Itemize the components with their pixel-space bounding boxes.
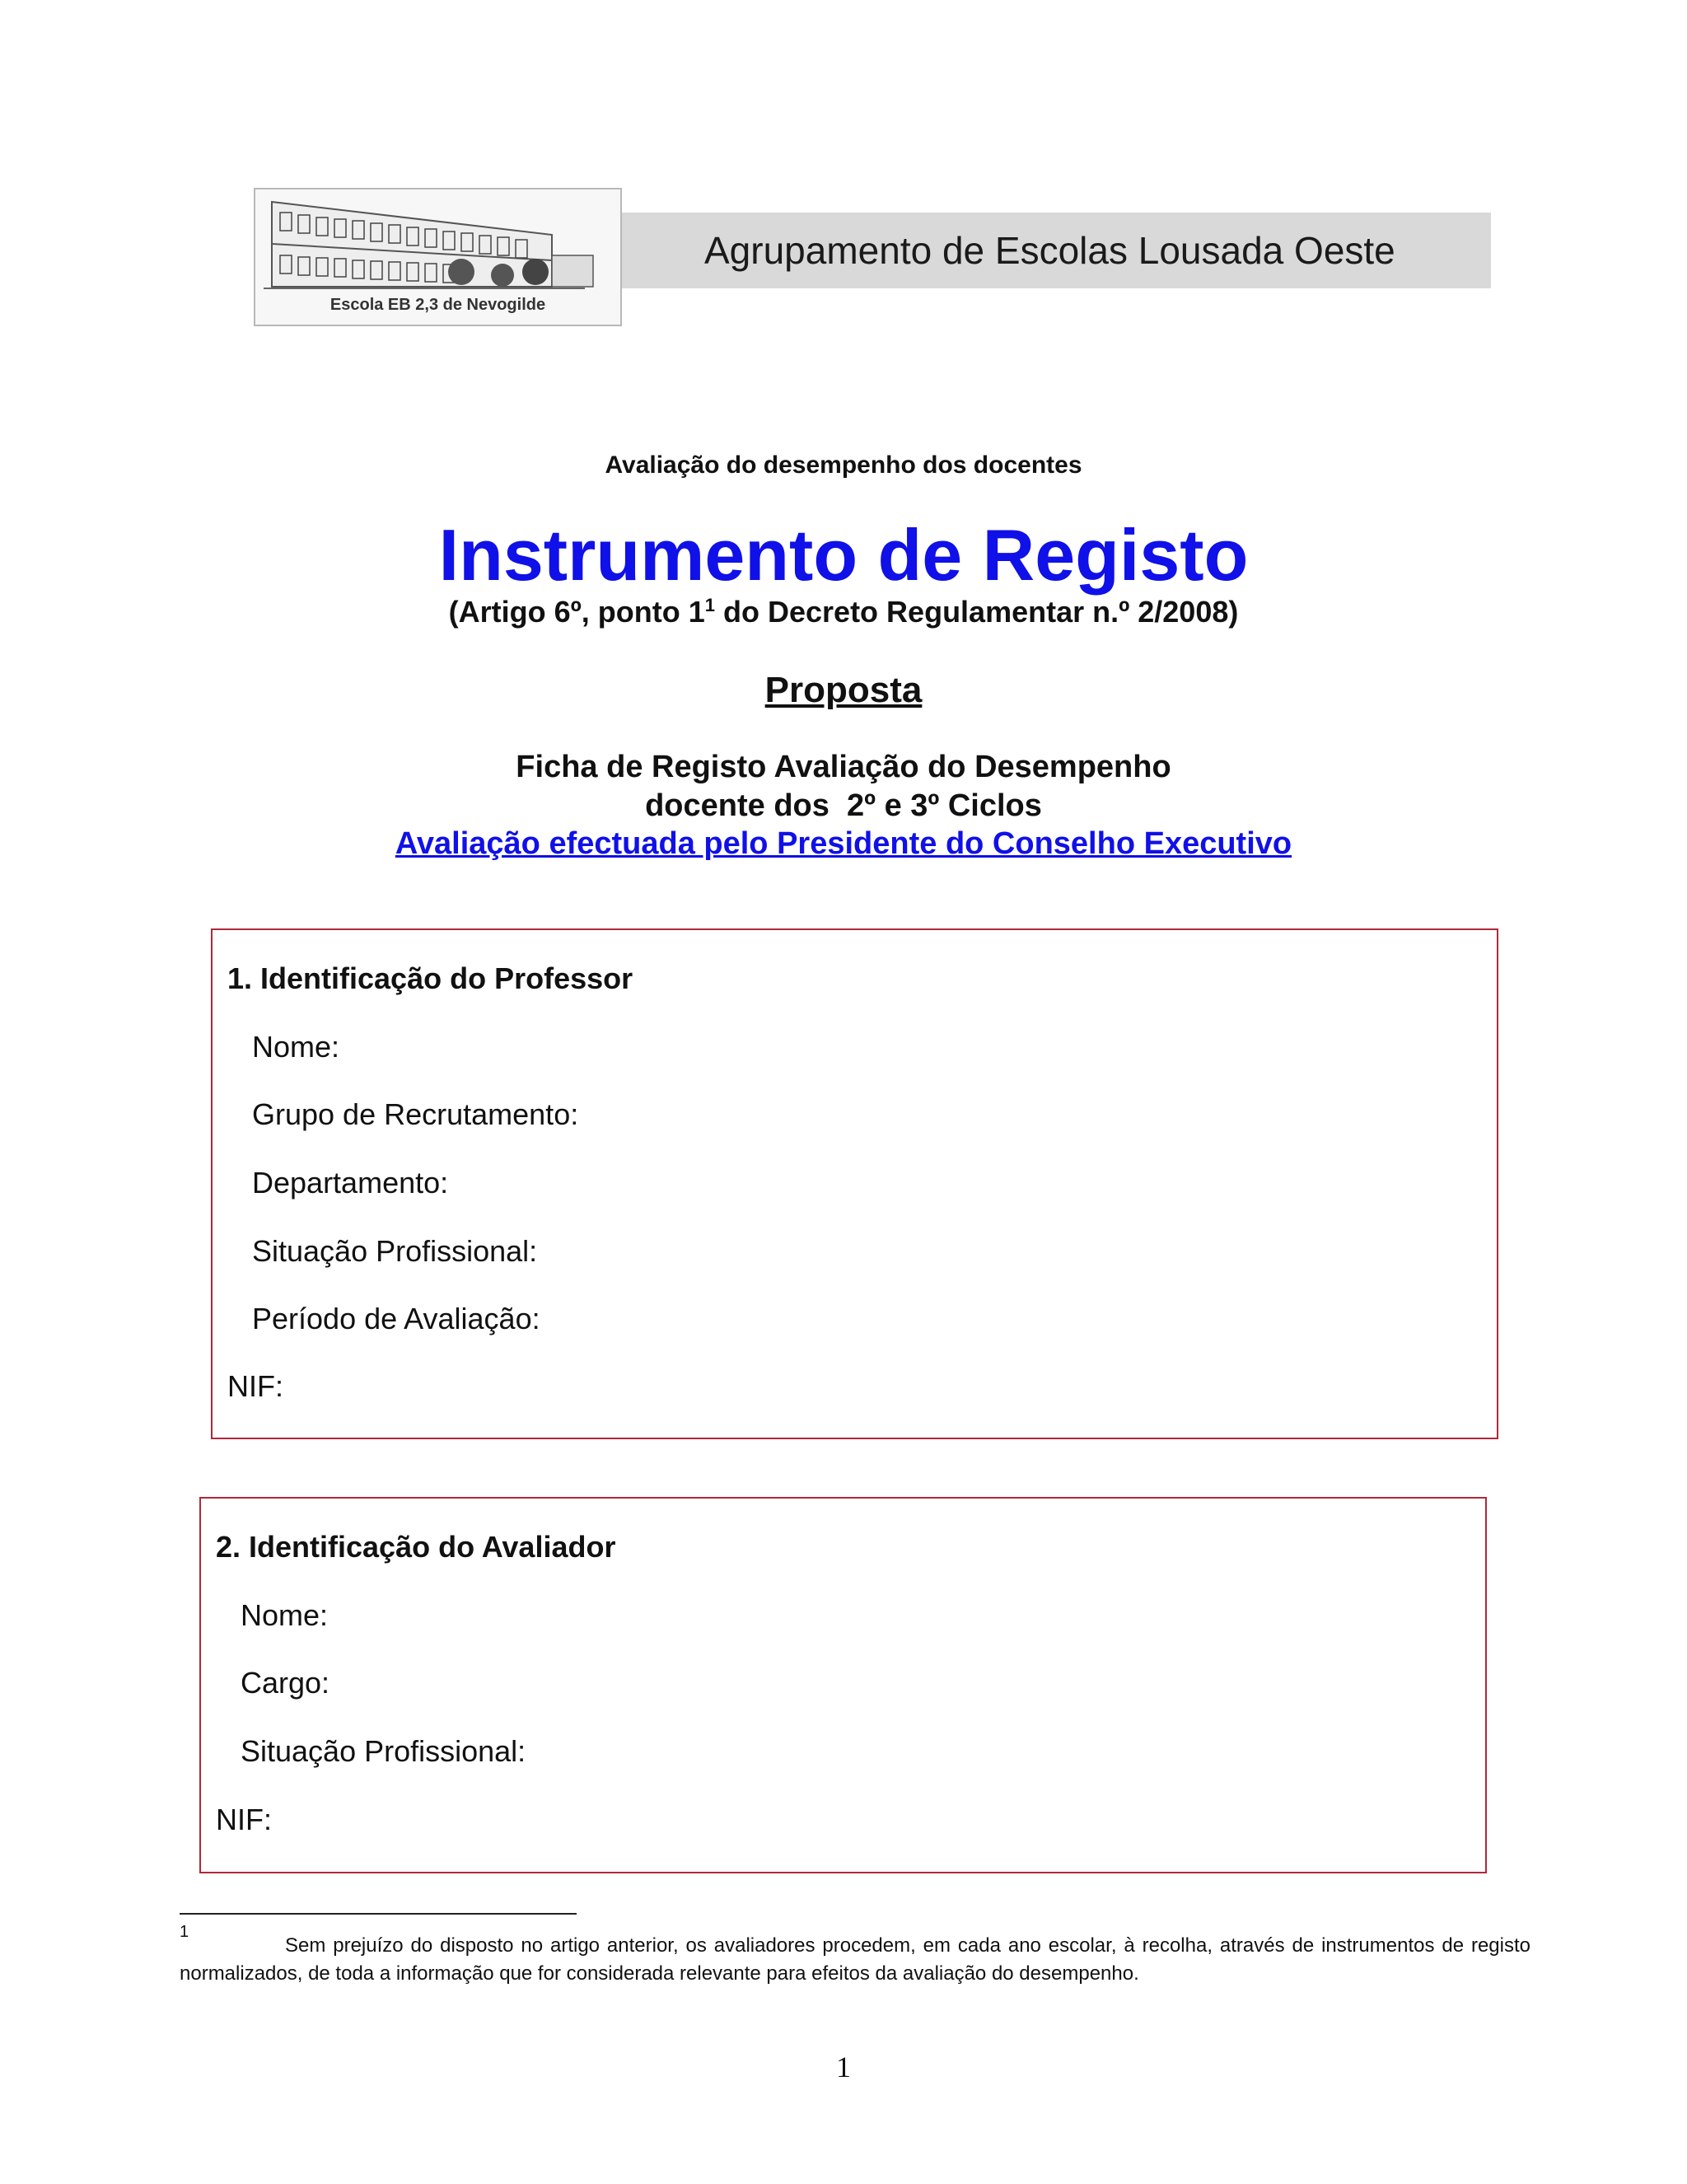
form-title-line-2: docente dos 2º e 3º Ciclos bbox=[645, 788, 1042, 823]
evaluator-identification-section bbox=[199, 1497, 1487, 1873]
recruitment-group-field[interactable]: Grupo de Recrutamento: bbox=[252, 1097, 579, 1131]
footnote-text: Sem prejuízo do disposto no artigo anterior, os avaliadores procedem, em cada ano escolar, à recolha, através de instrumentos de registo normalizados, de toda a informação que for considerada relevante para efeitos da avaliação do desempenho. bbox=[180, 1934, 1530, 1985]
professional-situation-field[interactable]: Situação Profissional: bbox=[252, 1234, 538, 1268]
department-field[interactable]: Departamento: bbox=[252, 1166, 449, 1200]
footnote-mark: 1 bbox=[180, 1923, 189, 1941]
evaluator-nif-field[interactable]: NIF: bbox=[216, 1803, 272, 1836]
logo-caption: Escola EB 2,3 de Nevogilde bbox=[329, 296, 546, 314]
form-title-line-1: Ficha de Registo Avaliação do Desempenho bbox=[516, 750, 1171, 784]
teacher-section-heading: 1. Identificação do Professor bbox=[227, 961, 633, 995]
evaluator-section-heading: 2. Identificação do Avaliador bbox=[216, 1530, 616, 1564]
document-title: Instrumento de Registo bbox=[438, 514, 1249, 596]
legal-reference-end: do Decreto Regulamentar n.º 2/2008) bbox=[715, 595, 1239, 629]
footnote-reference-mark[interactable]: 1 bbox=[704, 595, 716, 615]
school-group-banner bbox=[622, 213, 1491, 288]
document-subtitle: Avaliação do desempenho dos docentes bbox=[605, 451, 1082, 479]
teacher-name-field[interactable]: Nome: bbox=[252, 1030, 340, 1064]
evaluator-role-field[interactable]: Cargo: bbox=[241, 1666, 330, 1700]
proposta-heading: Proposta bbox=[764, 670, 923, 710]
page-number: 1 bbox=[836, 2051, 851, 2083]
teacher-nif-field[interactable]: NIF: bbox=[227, 1369, 283, 1403]
footnote-divider bbox=[180, 1913, 577, 1915]
evaluator-name-field[interactable]: Nome: bbox=[241, 1598, 329, 1632]
school-logo bbox=[254, 188, 622, 326]
legal-reference-start: (Artigo 6º, ponto 1 bbox=[448, 595, 705, 629]
evaluator-situation-field[interactable]: Situação Profissional: bbox=[241, 1734, 526, 1768]
teacher-identification-section bbox=[211, 928, 1498, 1439]
evaluation-period-field[interactable]: Período de Avaliação: bbox=[252, 1302, 540, 1335]
evaluator-link[interactable]: Avaliação efectuada pelo Presidente do Conselho Executivo bbox=[395, 826, 1292, 861]
legal-reference bbox=[0, 595, 1687, 629]
school-group-name: Agrupamento de Escolas Lousada Oeste bbox=[704, 229, 1395, 272]
